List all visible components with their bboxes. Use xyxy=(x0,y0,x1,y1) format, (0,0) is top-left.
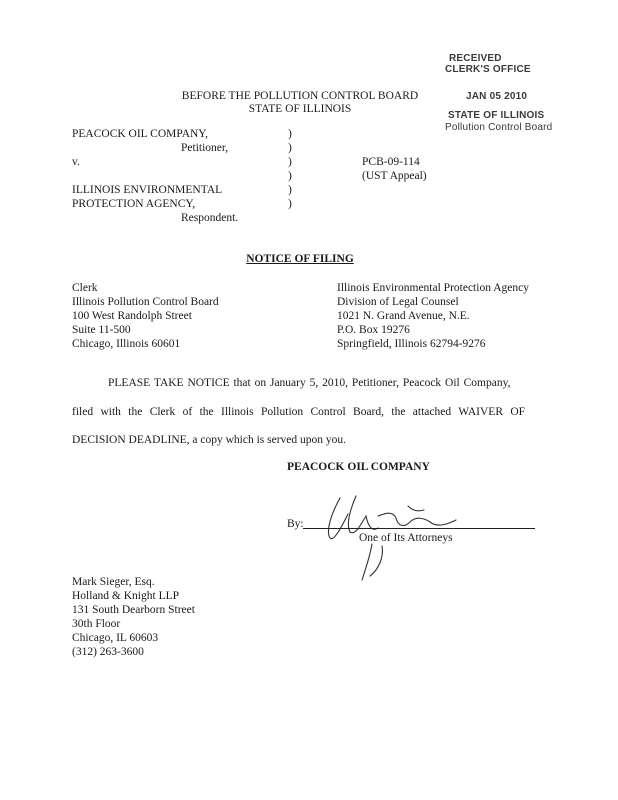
address-right-line: Illinois Environmental Protection Agency xyxy=(337,282,529,294)
signature-company: PEACOCK OIL COMPANY xyxy=(287,461,430,473)
respondent-role: Respondent. xyxy=(181,212,239,224)
address-right-line: Division of Legal Counsel xyxy=(337,296,459,308)
address-right-line: P.O. Box 19276 xyxy=(337,324,410,336)
respondent-name-1: ILLINOIS ENVIRONMENTAL xyxy=(72,184,223,196)
caption-bracket: ) xyxy=(288,156,292,168)
caption-bracket: ) xyxy=(288,128,292,140)
signature-role: One of Its Attorneys xyxy=(359,532,453,544)
stamp-date: JAN 05 2010 xyxy=(466,91,528,102)
body-line-2: filed with the Clerk of the Illinois Pollution Control Board, the attached WAIVER OF xyxy=(72,406,526,418)
address-right-line: Springfield, Illinois 62794-9276 xyxy=(337,338,486,350)
stamp-received: RECEIVED xyxy=(449,53,502,64)
attorney-line: (312) 263-3600 xyxy=(72,646,144,658)
caption-bracket: ) xyxy=(288,198,292,210)
attorney-line: Holland & Knight LLP xyxy=(72,590,180,602)
attorney-line: Chicago, IL 60603 xyxy=(72,632,159,644)
case-number: PCB-09-114 xyxy=(362,156,420,168)
body-line-3: DECISION DEADLINE, a copy which is served upon you. xyxy=(72,434,347,446)
signature-line xyxy=(303,528,535,529)
versus: v. xyxy=(72,156,80,168)
petitioner-name: PEACOCK OIL COMPANY, xyxy=(72,128,209,140)
body-line-1: PLEASE TAKE NOTICE that on January 5, 2010, Petitioner, Peacock Oil Company, xyxy=(108,377,511,389)
court-heading: BEFORE THE POLLUTION CONTROL BOARD xyxy=(181,90,419,102)
state-heading: STATE OF ILLINOIS xyxy=(248,103,352,115)
attorney-line: 131 South Dearborn Street xyxy=(72,604,195,616)
stamp-state: STATE OF ILLINOIS xyxy=(448,110,545,121)
address-left-line: 100 West Randolph Street xyxy=(72,310,192,322)
caption-bracket: ) xyxy=(288,170,292,182)
address-left-line: Illinois Pollution Control Board xyxy=(72,296,219,308)
address-left-line: Chicago, Illinois 60601 xyxy=(72,338,181,350)
petitioner-role: Petitioner, xyxy=(181,142,229,154)
respondent-name-2: PROTECTION AGENCY, xyxy=(72,198,196,210)
signature-by-label: By: xyxy=(287,518,304,530)
address-left-line: Suite 11-500 xyxy=(72,324,131,336)
attorney-line: 30th Floor xyxy=(72,618,121,630)
document-title: NOTICE OF FILING xyxy=(246,253,354,265)
caption-bracket: ) xyxy=(288,184,292,196)
stamp-board: Pollution Control Board xyxy=(445,122,553,133)
address-left-line: Clerk xyxy=(72,282,98,294)
stamp-clerks-office: CLERK'S OFFICE xyxy=(445,64,531,75)
caption-bracket: ) xyxy=(288,142,292,154)
case-type: (UST Appeal) xyxy=(362,170,427,182)
handwritten-signature xyxy=(300,476,480,586)
address-right-line: 1021 N. Grand Avenue, N.E. xyxy=(337,310,470,322)
attorney-line: Mark Sieger, Esq. xyxy=(72,576,155,588)
